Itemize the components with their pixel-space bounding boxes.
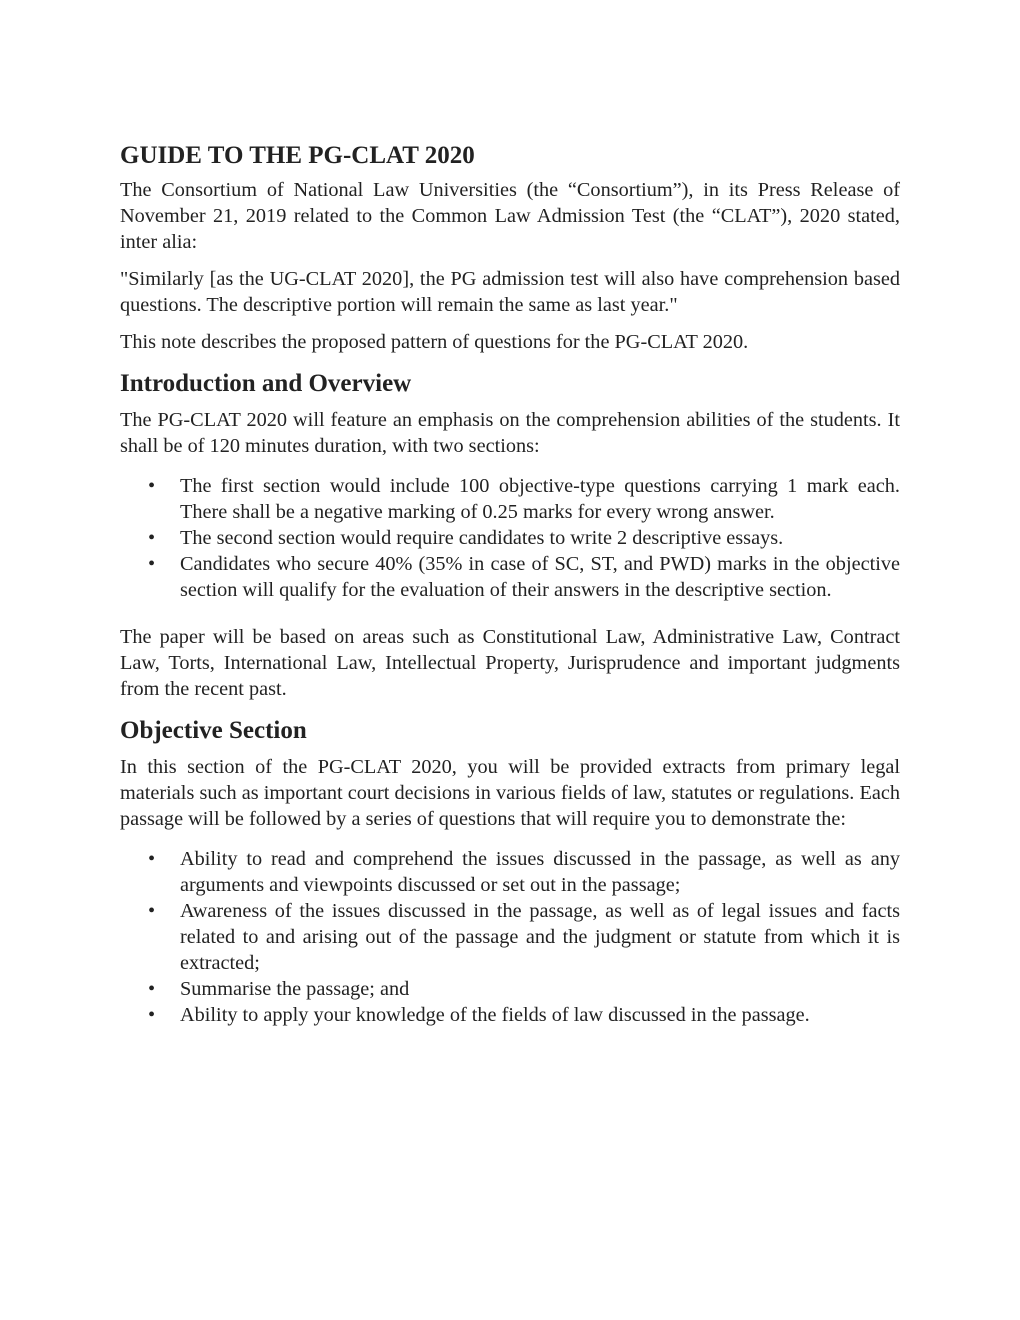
list-item bbox=[120, 1002, 900, 1028]
list-item-text: The second section would require candidates to write 2 descriptive essays. bbox=[180, 527, 784, 549]
list-item bbox=[120, 976, 900, 1002]
bullet-icon: • bbox=[148, 1004, 156, 1026]
section-heading-objective: Objective Section bbox=[120, 717, 307, 744]
bullet-icon: • bbox=[148, 978, 156, 1000]
list-item bbox=[120, 846, 900, 898]
bullet-icon: • bbox=[148, 900, 156, 922]
list-item-text: Ability to apply your knowledge of the fields of law discussed in the passage. bbox=[180, 1004, 810, 1026]
intro-paragraph: The Consortium of National Law Universities (the “Consortium”), in its Press Release of November 21, 2019 related to the Common Law Admission Test (the “CLAT”), 2020 stated, inter alia: bbox=[120, 179, 900, 253]
list-item bbox=[120, 898, 900, 976]
list-item-text: Ability to read and comprehend the issues discussed in the passage, as well as any arguments and viewpoints discussed or set out in the passage; bbox=[180, 848, 900, 896]
areas-paragraph: The paper will be based on areas such as Constitutional Law, Administrative Law, Contract Law, Torts, International Law, Intellectual Property, Jurisprudence and important judgments from the recent past. bbox=[120, 626, 900, 700]
objective-bullet-list bbox=[120, 846, 900, 1028]
bullet-icon: • bbox=[148, 553, 156, 575]
list-item-text: Candidates who secure 40% (35% in case of SC, ST, and PWD) marks in the objective section will qualify for the evaluation of their answers in the descriptive section. bbox=[180, 553, 900, 601]
bullet-icon: • bbox=[148, 848, 156, 870]
list-item bbox=[120, 473, 900, 525]
document-title: GUIDE TO THE PG-CLAT 2020 bbox=[120, 142, 475, 169]
introduction-bullet-list bbox=[120, 473, 900, 603]
note-paragraph: This note describes the proposed pattern of questions for the PG-CLAT 2020. bbox=[120, 331, 749, 353]
quote-paragraph: "Similarly [as the UG-CLAT 2020], the PG admission test will also have comprehension based questions. The descriptive portion will remain the same as last year." bbox=[120, 268, 900, 316]
document-page bbox=[120, 141, 900, 1049]
introduction-paragraph: The PG-CLAT 2020 will feature an emphasis on the comprehension abilities of the students. It shall be of 120 minutes duration, with two sections: bbox=[120, 409, 900, 457]
objective-paragraph: In this section of the PG-CLAT 2020, you will be provided extracts from primary legal materials such as important court decisions in various fields of law, statutes or regulations. Each passage will be followed by a series of questions that will require you to demonstrate the: bbox=[120, 756, 900, 830]
bullet-icon: • bbox=[148, 527, 156, 549]
bullet-icon: • bbox=[148, 475, 156, 497]
list-item-text: Summarise the passage; and bbox=[180, 978, 410, 1000]
list-item-text: The first section would include 100 objective-type questions carrying 1 mark each. There shall be a negative marking of 0.25 marks for every wrong answer. bbox=[180, 475, 900, 523]
list-item bbox=[120, 551, 900, 603]
list-item-text: Awareness of the issues discussed in the passage, as well as of legal issues and facts related to and arising out of the passage and the judgment or statute from which it is extracted; bbox=[180, 900, 900, 974]
list-item bbox=[120, 525, 900, 551]
section-heading-introduction: Introduction and Overview bbox=[120, 370, 412, 397]
